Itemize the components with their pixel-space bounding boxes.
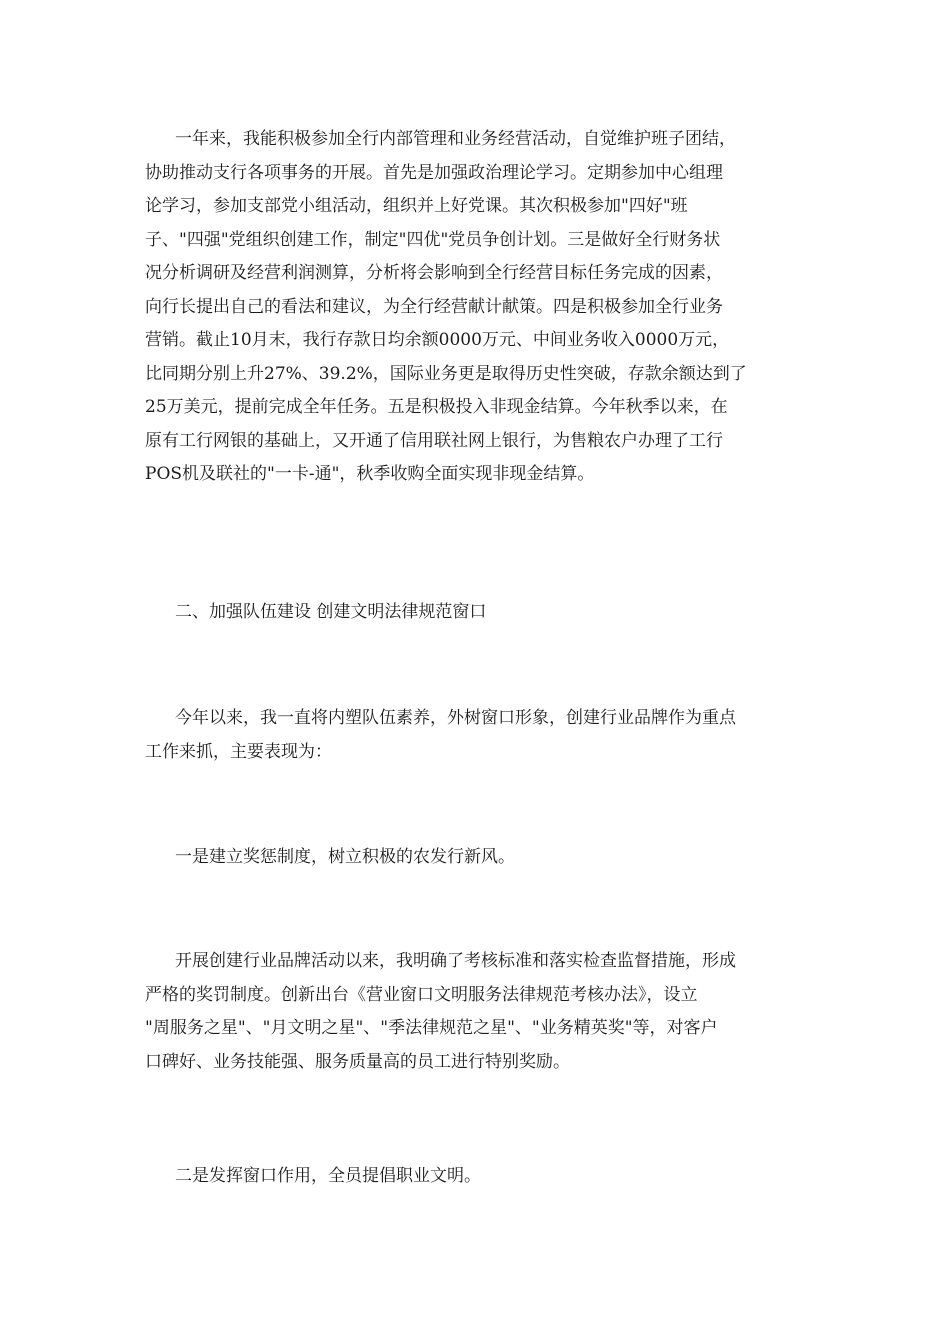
- text-line: 营销。截止10月末，我行存款日均余额0000万元、中间业务收入0000万元，: [145, 330, 730, 350]
- text-line: 论学习，参加支部党小组活动，组织并上好党课。其次积极参加"四好"班: [145, 196, 688, 216]
- text-line: 协助推动支行各项事务的开展。首先是加强政治理论学习。定期参加中心组理: [145, 162, 723, 183]
- text-line: 严格的奖罚制度。创新出台《营业窗口文明服务法律规范考核办法》，设立: [145, 984, 698, 1005]
- text-line: 一年来，我能积极参加全行内部管理和业务经营活动，自觉维护班子团结，: [175, 129, 736, 149]
- text-line: 二是发挥窗口作用，全员提倡职业文明。: [175, 1166, 481, 1186]
- text-line: "周服务之星"、"月文明之星"、"季法律规范之星"、"业务精英奖"等，对客户: [145, 1018, 718, 1038]
- section-heading: [145, 596, 810, 630]
- text-line: 原有工行网银的基础上，又开通了信用联社网上银行，为售粮农户办理了工行: [145, 430, 723, 451]
- text-line: 况分析调研及经营利润测算，分析将会影响到全行经营目标任务完成的因素，: [145, 263, 723, 283]
- text-line: 比同期分别上升27%、39.2%，国际业务更是取得历史性突破，存款余额达到了: [145, 363, 747, 384]
- text-line: 子、"四强"党组织创建工作，制定"四优"党员争创计划。三是做好全行财务状: [145, 229, 721, 250]
- text-line: 今年以来，我一直将内塑队伍素养，外树窗口形象，创建行业品牌作为重点: [175, 708, 736, 728]
- paragraph-point-two: [145, 1160, 810, 1194]
- paragraph-intro: [145, 702, 810, 769]
- text-line: 工作来抓，主要表现为：: [145, 741, 332, 762]
- heading-text: 二、加强队伍建设 创建文明法律规范窗口: [175, 602, 487, 622]
- text-line: 25万美元，提前完成全年任务。五是积极投入非现金结算。今年秋季以来，在: [145, 397, 728, 417]
- text-line: 向行长提出自己的看法和建议，为全行经营献计献策。四是积极参加全行业务: [145, 296, 723, 317]
- paragraph-reward-system: [145, 945, 810, 1079]
- paragraph-work-summary: [145, 123, 810, 492]
- paragraph-point-one: [145, 841, 810, 875]
- text-line: 开展创建行业品牌活动以来，我明确了考核标准和落实检查监督措施，形成: [175, 951, 736, 971]
- text-line: 口碑好、业务技能强、服务质量高的员工进行特别奖励。: [145, 1051, 570, 1072]
- text-line: 一是建立奖惩制度，树立积极的农发行新风。: [175, 847, 515, 867]
- text-line: POS机及联社的"一卡-通"，秋季收购全面实现非现金结算。: [145, 464, 595, 484]
